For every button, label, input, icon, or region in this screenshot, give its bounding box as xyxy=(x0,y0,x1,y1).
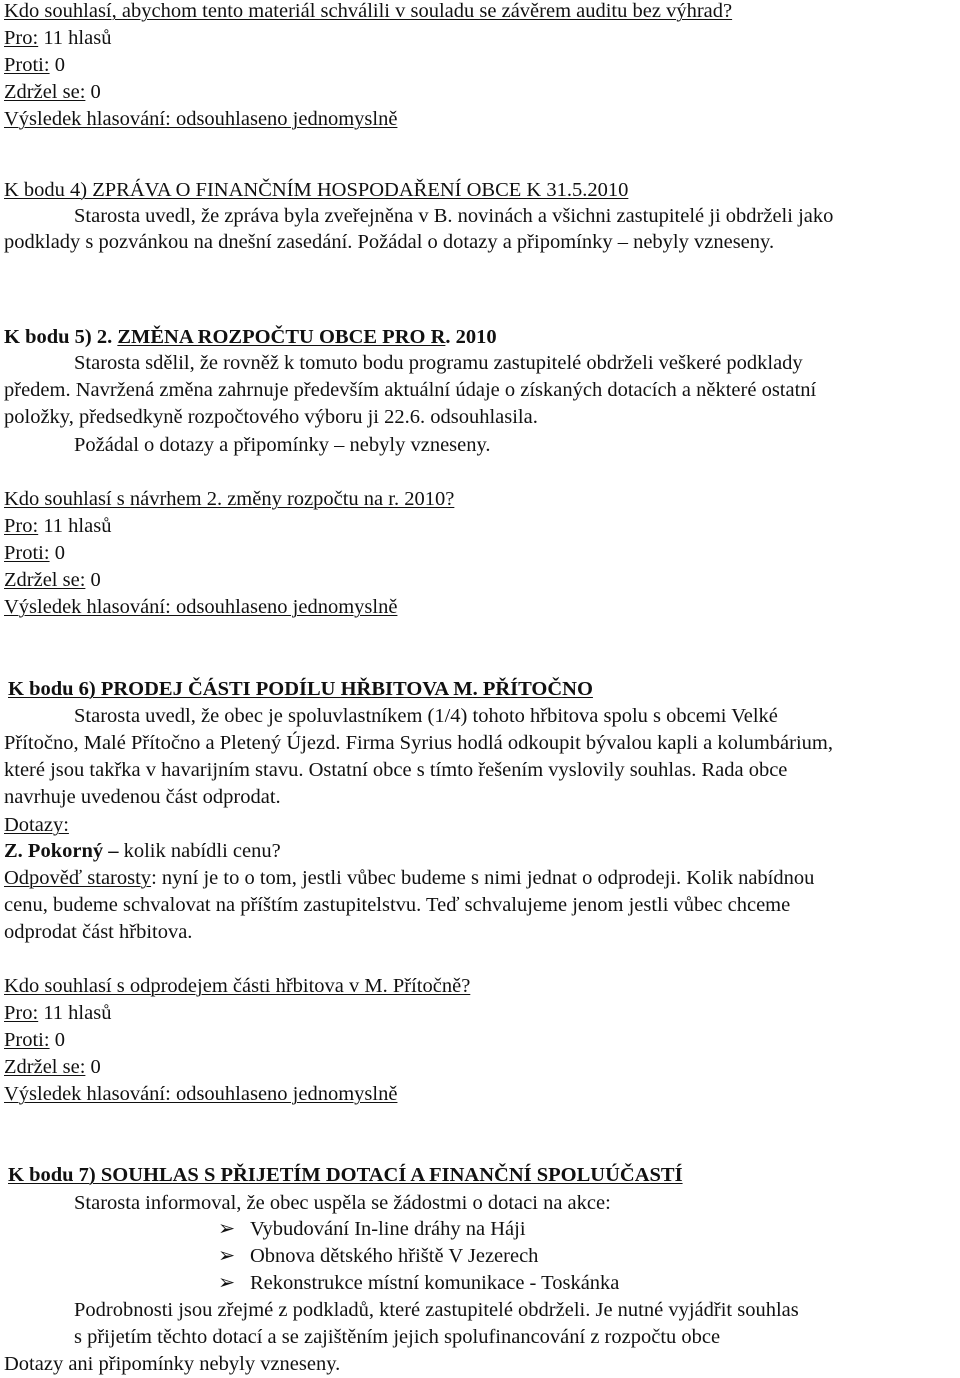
vote-pro-value: 11 hlasů xyxy=(38,1002,112,1024)
answer-text: : nyní je to o tom, jestli vůbec budeme s nimi jednat o odprodeji. Kolik nabídnou xyxy=(151,867,815,889)
section6-line-1: Starosta uvedl, že obec je spoluvlastníkem (1/4) tohoto hřbitova spolu s obcemi Velké xyxy=(74,705,778,727)
question-text: kolik nabídli cenu? xyxy=(118,840,281,862)
vote-pro-value: 11 hlasů xyxy=(38,27,112,49)
vote-zdrzel-value: 0 xyxy=(85,569,101,591)
vote-proti xyxy=(4,52,65,78)
questioner-name: Z. Pokorný – xyxy=(4,840,119,862)
section5-line-3: položky, předsedkyně rozpočtového výboru ji 22.6. odsouhlasila. xyxy=(4,406,538,428)
vote-pro-label: Pro: xyxy=(4,515,39,537)
vote-proti-value: 0 xyxy=(49,1029,65,1051)
section7-heading: K bodu 7) SOUHLAS S PŘIJETÍM DOTACÍ A FINANČNÍ SPOLUÚČASTÍ xyxy=(8,1164,683,1186)
section5-vote-question: Kdo souhlasí s návrhem 2. změny rozpočtu na r. 2010? xyxy=(4,488,455,510)
section6-line-4: navrhuje uvedenou část odprodat. xyxy=(4,786,281,808)
dotazy-label: Dotazy: xyxy=(4,814,69,836)
question-pokorny xyxy=(4,838,281,864)
section5-heading-suffix: . 2010 xyxy=(445,326,497,348)
section4-heading: K bodu 4) ZPRÁVA O FINANČNÍM HOSPODAŘENÍ OBCE K 31.5.2010 xyxy=(4,179,629,201)
arrow-bullet-icon: ➢ xyxy=(218,1245,236,1267)
section5-heading xyxy=(4,324,497,350)
answer-label: Odpověď starosty xyxy=(4,867,152,889)
arrow-bullet-icon: ➢ xyxy=(218,1218,236,1240)
section7-line-2: s přijetím těchto dotací a se zajištěním jejich spolufinancování z rozpočtu obce xyxy=(74,1326,721,1348)
vote-pro xyxy=(4,513,111,539)
vote-zdrzel-value: 0 xyxy=(85,1056,101,1078)
section6-vote-question: Kdo souhlasí s odprodejem části hřbitova v M. Přítočně? xyxy=(4,975,471,997)
bullet-item xyxy=(218,1216,526,1242)
section6-line-2: Přítočno, Malé Přítočno a Pletený Újezd. Firma Syrius hodlá odkoupit bývalou kapli a kolumbárium, xyxy=(4,732,833,754)
vote-result: Výsledek hlasování: odsouhlaseno jednomyslně xyxy=(4,596,398,618)
section5-line-2: předem. Navržená změna zahrnuje především aktuální údaje o získaných dotacích a některé ostatní xyxy=(4,379,817,401)
vote-zdrzel-value: 0 xyxy=(85,81,101,103)
vote-proti-value: 0 xyxy=(49,54,65,76)
vote-zdrzel-label: Zdržel se: xyxy=(4,81,86,103)
section5-heading-prefix: K bodu 5) 2. xyxy=(4,326,118,348)
vote-pro xyxy=(4,25,111,51)
vote-zdrzel-label: Zdržel se: xyxy=(4,1056,86,1078)
bullet-item xyxy=(218,1243,538,1269)
answer-line-1 xyxy=(4,865,814,891)
section7-line-1: Podrobnosti jsou zřejmé z podkladů, které zastupitelé obdrželi. Je nutné vyjádřit souhlas xyxy=(74,1299,799,1321)
answer-line-3: odprodat část hřbitova. xyxy=(4,921,193,943)
section5-line-1: Starosta sdělil, že rovněž k tomuto bodu programu zastupitelé obdrželi veškeré podklady xyxy=(74,352,803,374)
vote-zdrzel xyxy=(4,79,101,105)
vote-pro xyxy=(4,1000,111,1026)
bullet-text: Vybudování In-line dráhy na Háji xyxy=(250,1218,526,1240)
arrow-bullet-icon: ➢ xyxy=(218,1272,236,1294)
vote-pro-label: Pro: xyxy=(4,1002,39,1024)
vote-zdrzel-label: Zdržel se: xyxy=(4,569,86,591)
bullet-item xyxy=(218,1270,619,1296)
section4-line-1: Starosta uvedl, že zpráva byla zveřejněna v B. novinách a všichni zastupitelé ji obdrželi jako xyxy=(74,205,834,227)
vote-zdrzel xyxy=(4,1054,101,1080)
vote-result: Výsledek hlasování: odsouhlaseno jednomyslně xyxy=(4,1083,398,1105)
vote-proti xyxy=(4,1027,65,1053)
vote-zdrzel xyxy=(4,567,101,593)
vote-proti-label: Proti: xyxy=(4,54,50,76)
section5-line-4: Požádal o dotazy a připomínky – nebyly vzneseny. xyxy=(74,434,491,456)
vote-proti-label: Proti: xyxy=(4,542,50,564)
vote-proti-label: Proti: xyxy=(4,1029,50,1051)
bullet-text: Rekonstrukce místní komunikace - Toskánka xyxy=(250,1272,620,1294)
section5-heading-underlined: ZMĚNA ROZPOČTU OBCE PRO R xyxy=(117,326,446,348)
section4-line-2: podklady s pozvánkou na dnešní zasedání. Požádal o dotazy a připomínky – nebyly vzneseny. xyxy=(4,231,775,253)
section7-intro: Starosta informoval, že obec uspěla se žádostmi o dotaci na akce: xyxy=(74,1192,611,1214)
answer-line-2: cenu, budeme schvalovat na příštím zastupitelstvu. Teď schvalujeme jenom jestli vůbec chceme xyxy=(4,894,791,916)
audit-question: Kdo souhlasí, abychom tento materiál schválili v souladu se závěrem auditu bez výhrad? xyxy=(4,0,733,22)
vote-result: Výsledek hlasování: odsouhlaseno jednomyslně xyxy=(4,108,398,130)
vote-pro-label: Pro: xyxy=(4,27,39,49)
vote-proti xyxy=(4,540,65,566)
vote-pro-value: 11 hlasů xyxy=(38,515,112,537)
bullet-text: Obnova dětského hřiště V Jezerech xyxy=(250,1245,539,1267)
vote-proti-value: 0 xyxy=(49,542,65,564)
section6-line-3: které jsou takřka v havarijním stavu. Ostatní obce s tímto řešením vyslovily souhlas. Rada obce xyxy=(4,759,788,781)
section6-heading: K bodu 6) PRODEJ ČÁSTI PODÍLU HŘBITOVA M. PŘÍTOČNO xyxy=(8,678,593,700)
section7-closing: Dotazy ani připomínky nebyly vzneseny. xyxy=(4,1353,341,1375)
